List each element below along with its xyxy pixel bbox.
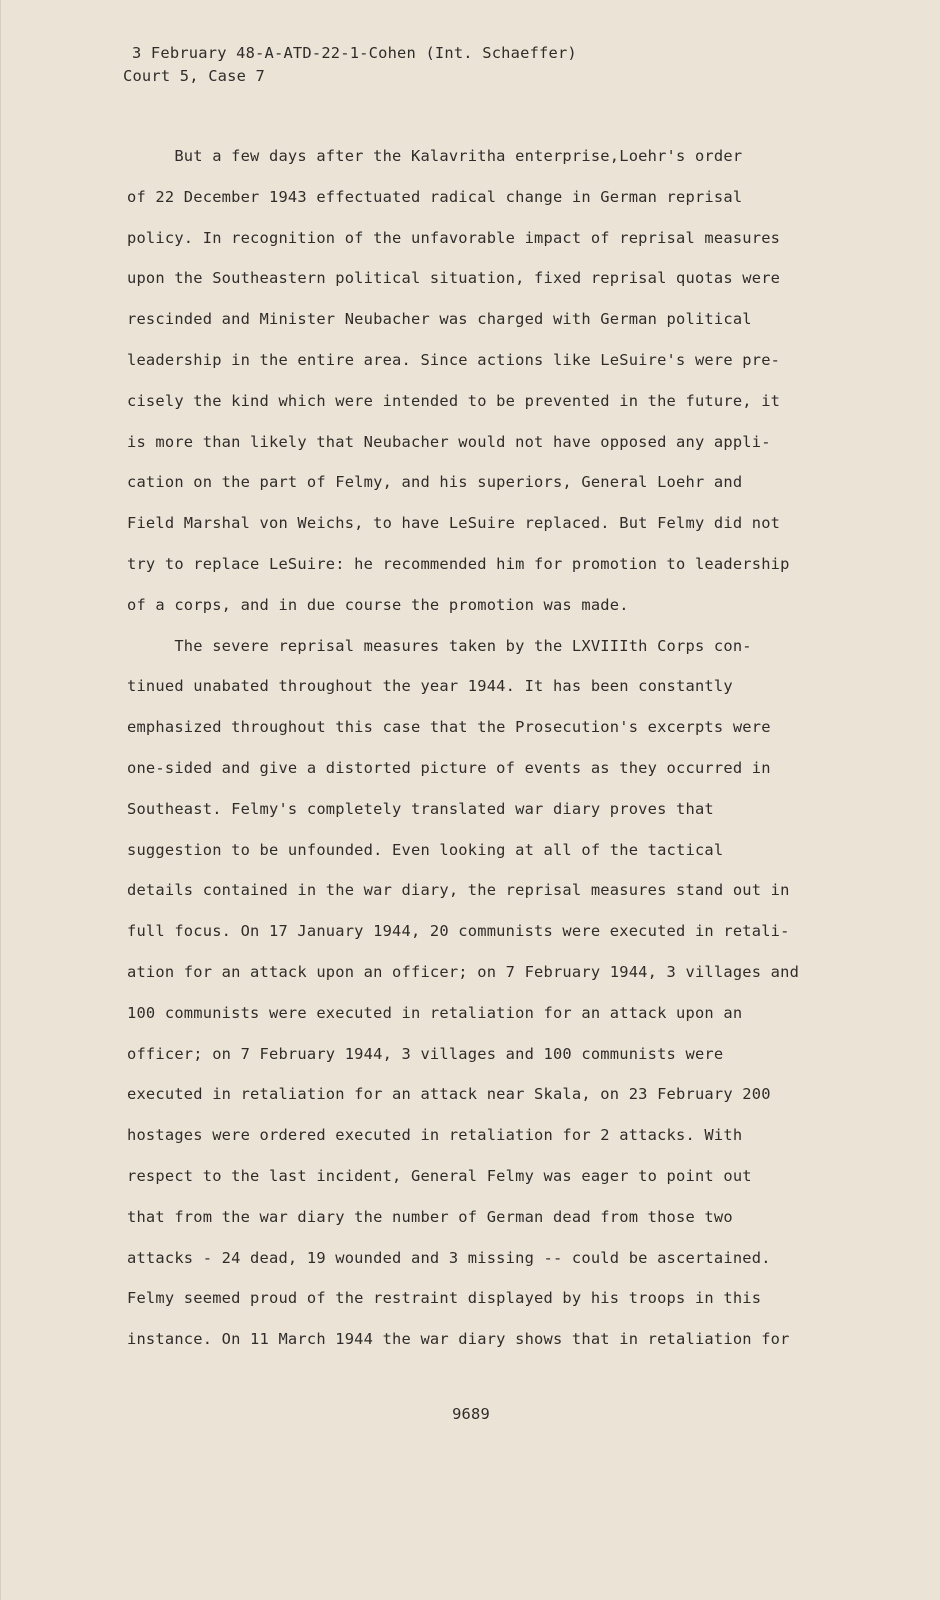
body-line: cation on the part of Felmy, and his superiors, General Loehr and [127, 473, 743, 492]
page-number: 9689 [452, 1405, 490, 1423]
body-line: of a corps, and in due course the promotion was made. [127, 595, 629, 614]
body-line: executed in retaliation for an attack near Skala, on 23 February 200 [127, 1085, 771, 1104]
body-line: of 22 December 1943 effectuated radical change in German reprisal [127, 187, 743, 206]
body-line: policy. In recognition of the unfavorable impact of reprisal measures [127, 228, 781, 247]
body-line: Southeast. Felmy's completely translated war diary proves that [127, 799, 714, 818]
body-line: cisely the kind which were intended to be prevented in the future, it [127, 391, 781, 410]
body-line: Felmy seemed proud of the restraint displayed by his troops in this [127, 1289, 762, 1308]
body-line: ation for an attack upon an officer; on 7 February 1944, 3 villages and [127, 963, 800, 981]
body-line: hostages were ordered executed in retaliation for 2 attacks. With [127, 1126, 743, 1145]
body-line: 100 communists were executed in retaliation for an attack upon an [127, 1003, 743, 1022]
body-line: officer; on 7 February 1944, 3 villages and 100 communists were [127, 1044, 724, 1063]
body-line: But a few days after the Kalavritha enterprise,Loehr's order [127, 147, 743, 165]
body-line: attacks - 24 dead, 19 wounded and 3 missing -- could be ascertained. [127, 1248, 771, 1267]
document-header [123, 42, 577, 88]
body-line: emphasized throughout this case that the Prosecution's excerpts were [127, 718, 771, 737]
body-line: is more than likely that Neubacher would not have opposed any appli- [127, 432, 771, 451]
body-line: that from the war diary the number of German dead from those two [127, 1207, 733, 1226]
body-line: rescinded and Minister Neubacher was charged with German political [127, 310, 752, 329]
body-line: The severe reprisal measures taken by the LXVIIIth Corps con- [127, 636, 752, 655]
body-line: instance. On 11 March 1944 the war diary shows that in retaliation for [127, 1330, 790, 1349]
body-line: details contained in the war diary, the reprisal measures stand out in [127, 881, 790, 900]
body-line: try to replace LeSuire: he recommended him for promotion to leadership [127, 555, 790, 573]
body-line: upon the Southeastern political situation, fixed reprisal quotas were [127, 269, 781, 288]
body-line: one-sided and give a distorted picture of events as they occurred in [127, 759, 771, 777]
body-line: respect to the last incident, General Felmy was eager to point out [127, 1167, 752, 1185]
header-reference-line: 3 February 48-A-ATD-22-1-Cohen (Int. Schaeffer) [132, 44, 577, 62]
body-line: tinued unabated throughout the year 1944. It has been constantly [127, 677, 733, 696]
body-line: suggestion to be unfounded. Even looking at all of the tactical [127, 840, 724, 859]
body-line: full focus. On 17 January 1944, 20 communists were executed in retali- [127, 922, 790, 941]
body-line: leadership in the entire area. Since actions like LeSuire's were pre- [127, 351, 781, 369]
body-line: Field Marshal von Weichs, to have LeSuire replaced. But Felmy did not [127, 514, 781, 533]
header-court-line: Court 5, Case 7 [123, 67, 265, 85]
